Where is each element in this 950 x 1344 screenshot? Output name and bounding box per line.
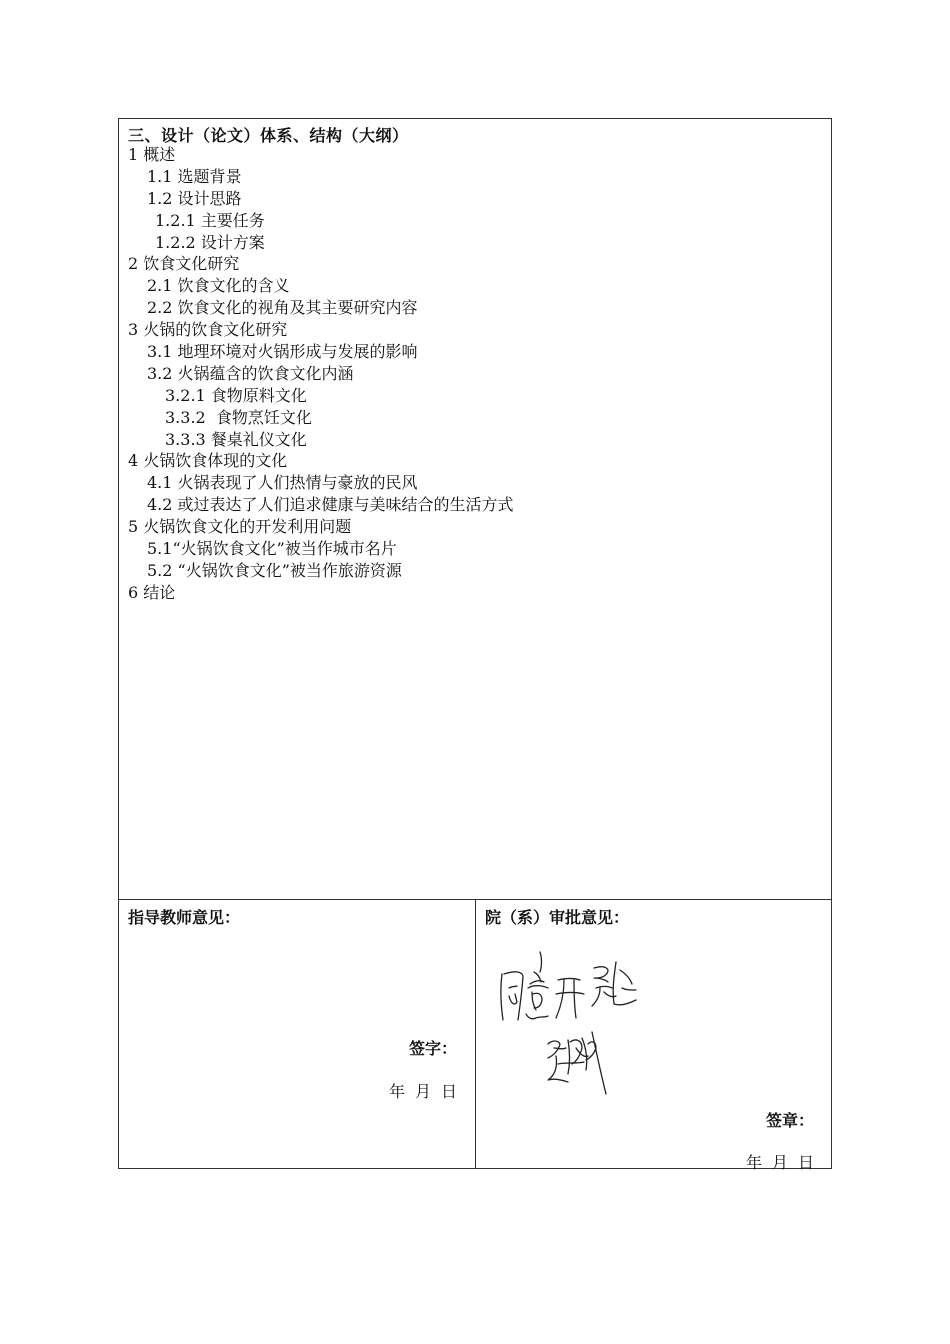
department-opinion-heading: 院（系）审批意见： (485, 908, 630, 927)
outline-item: 3.2 火锅蕴含的饮食文化内涵 (147, 363, 354, 383)
outline-item: 3.3.3 餐桌礼仪文化 (165, 429, 307, 449)
outline-item: 1.2 设计思路 (147, 188, 242, 208)
outline-item: 6 结论 (128, 582, 176, 602)
outline-item: 1 概述 (128, 145, 176, 164)
teacher-sign-label: 签字： (409, 1039, 458, 1058)
outline-title: 三、设计（论文）体系、结构（大纲） (128, 126, 409, 145)
outline-item: 2.1 饮食文化的含义 (147, 276, 290, 296)
outline-section (119, 119, 831, 900)
department-stamp-label: 签章： (766, 1111, 815, 1130)
teacher-opinion-heading: 指导教师意见： (128, 908, 241, 927)
handwritten-signature (496, 944, 696, 1114)
outline-item: 3.2.1 食物原料文化 (165, 385, 307, 405)
outline-item: 4 火锅饮食体现的文化 (128, 451, 288, 471)
outline-item: 3.3.2 食物烹饪文化 (165, 407, 312, 427)
department-date-label: 年月日 (746, 1153, 825, 1172)
outline-item: 4.1 火锅表现了人们热情与豪放的民风 (147, 473, 418, 493)
outline-item: 5.1“火锅饮食文化”被当作城市名片 (147, 539, 397, 559)
outline-list (128, 144, 514, 604)
teacher-date-label: 年月日 (389, 1082, 468, 1101)
proposal-form-table (118, 118, 832, 1172)
department-opinion-section (476, 900, 831, 1172)
outline-item: 3.1 地理环境对火锅形成与发展的影响 (147, 342, 418, 362)
teacher-opinion-section (119, 900, 476, 1168)
outline-item: 1.2.1 主要任务 (155, 210, 265, 230)
outline-item: 2.2 饮食文化的视角及其主要研究内容 (147, 298, 418, 318)
outline-item: 5.2 “火锅饮食文化”被当作旅游资源 (147, 560, 402, 580)
outline-item: 2 饮食文化研究 (128, 254, 240, 274)
outline-item: 4.2 或过表达了人们追求健康与美味结合的生活方式 (147, 495, 514, 515)
outline-item: 5 火锅饮食文化的开发利用问题 (128, 517, 352, 537)
outline-item: 1.1 选题背景 (147, 166, 242, 186)
outline-item: 3 火锅的饮食文化研究 (128, 320, 288, 340)
outline-item: 1.2.2 设计方案 (155, 232, 265, 252)
